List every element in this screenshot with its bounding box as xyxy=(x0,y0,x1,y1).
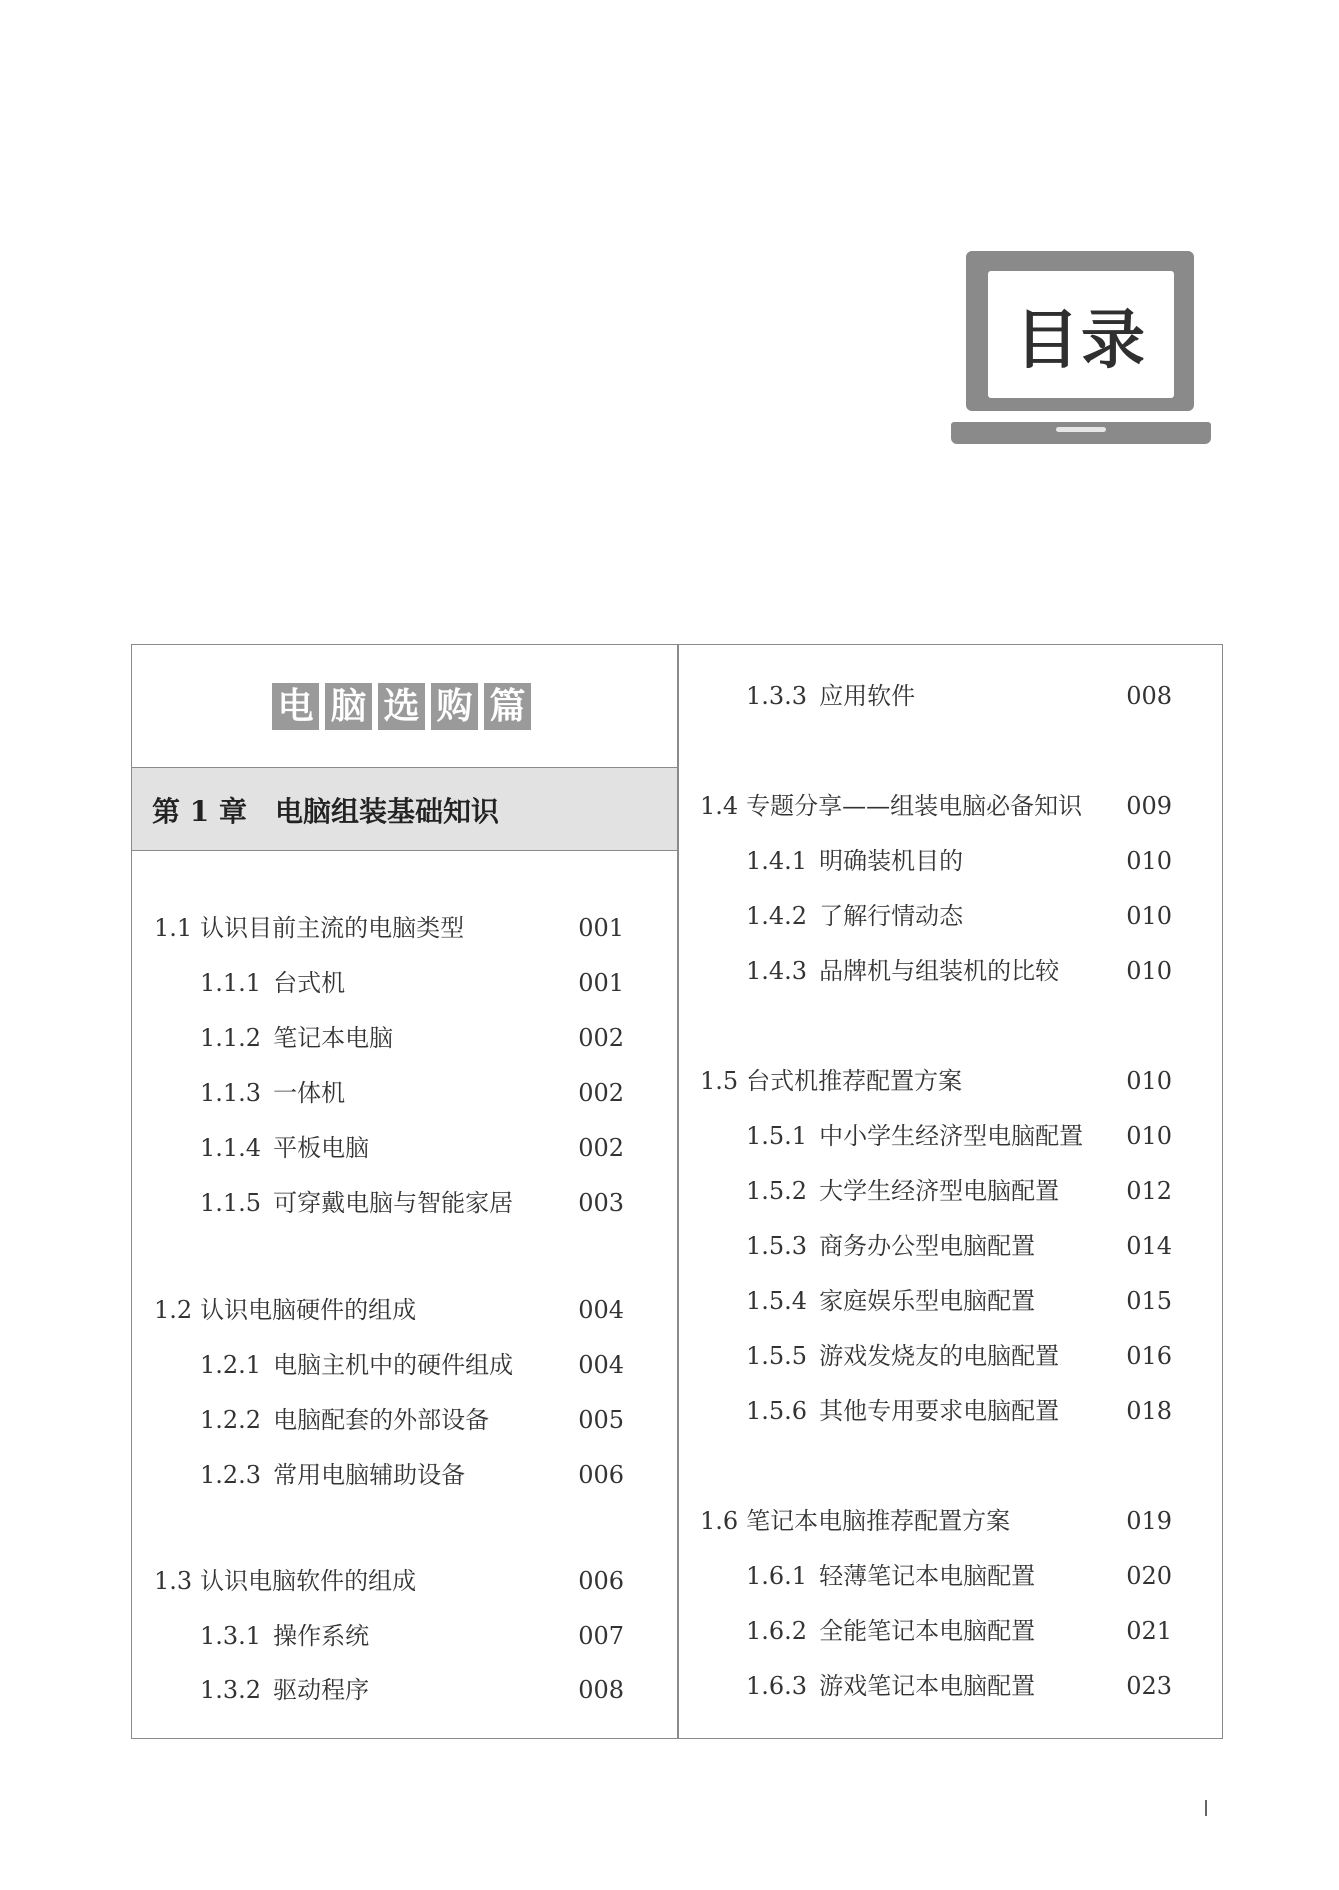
toc-subsection[interactable] xyxy=(200,1350,513,1380)
toc-entry-number: 1.6.1 xyxy=(746,1562,808,1590)
laptop-icon xyxy=(951,251,1211,446)
toc-entry-number: 1.5 xyxy=(700,1067,739,1095)
toc-subsection[interactable] xyxy=(746,1671,1035,1701)
toc-entry-number: 1.2.3 xyxy=(200,1461,262,1489)
toc-section[interactable] xyxy=(154,1566,416,1596)
toc-entry-page: 006 xyxy=(578,1567,624,1595)
toc-entry-page: 007 xyxy=(578,1622,624,1650)
toc-entry-number: 1.2.1 xyxy=(200,1351,262,1379)
page-folio-mark xyxy=(1205,1800,1207,1816)
toc-subsection[interactable] xyxy=(746,1176,1059,1206)
chapter-heading xyxy=(132,767,677,851)
chapter-title: 第 1 章 电脑组装基础知识 xyxy=(152,795,499,828)
toc-entry-page: 014 xyxy=(1126,1232,1172,1260)
toc-section[interactable] xyxy=(700,1506,1010,1536)
toc-entry-title: 操作系统 xyxy=(273,1622,370,1650)
toc-subsection[interactable] xyxy=(746,681,915,711)
toc-entry-title: 轻薄笔记本电脑配置 xyxy=(819,1562,1036,1590)
toc-subsection[interactable] xyxy=(200,1133,369,1163)
toc-entry-number: 1.5.3 xyxy=(746,1232,808,1260)
toc-entry-title: 平板电脑 xyxy=(273,1134,370,1162)
toc-entry-number: 1.1.1 xyxy=(200,969,262,997)
toc-entry-number: 1.4.1 xyxy=(746,847,808,875)
toc-entry-page: 001 xyxy=(578,914,624,942)
toc-entry-page: 003 xyxy=(578,1189,624,1217)
toc-entry-number: 1.3.1 xyxy=(200,1622,262,1650)
toc-entry-number: 1.1.4 xyxy=(200,1134,262,1162)
part-title-char: 电 xyxy=(272,683,319,730)
toc-subsection[interactable] xyxy=(200,968,345,998)
toc-entry-page: 008 xyxy=(1126,682,1172,710)
part-title-char: 篇 xyxy=(484,683,531,730)
toc-entry-page: 010 xyxy=(1126,957,1172,985)
toc-entry-page: 005 xyxy=(578,1406,624,1434)
toc-subsection[interactable] xyxy=(746,1231,1035,1261)
toc-section[interactable] xyxy=(154,913,464,943)
toc-entry-page: 010 xyxy=(1126,902,1172,930)
toc-box xyxy=(131,644,1223,1739)
toc-entry-page: 010 xyxy=(1126,847,1172,875)
toc-entry-page: 019 xyxy=(1126,1507,1172,1535)
toc-subsection[interactable] xyxy=(746,1561,1035,1591)
toc-subsection[interactable] xyxy=(200,1460,465,1490)
toc-entry-number: 1.4.3 xyxy=(746,957,808,985)
toc-entry-title: 中小学生经济型电脑配置 xyxy=(819,1122,1084,1150)
toc-entry-title: 认识目前主流的电脑类型 xyxy=(200,914,465,942)
column-divider xyxy=(677,645,679,1738)
toc-entry-number: 1.1 xyxy=(154,914,193,942)
toc-entry-page: 012 xyxy=(1126,1177,1172,1205)
toc-entry-number: 1.6.2 xyxy=(746,1617,808,1645)
toc-entry-number: 1.5.4 xyxy=(746,1287,808,1315)
toc-entry-title: 笔记本电脑 xyxy=(273,1024,394,1052)
toc-entry-page: 004 xyxy=(578,1351,624,1379)
toc-entry-title: 专题分享——组装电脑必备知识 xyxy=(746,792,1083,820)
toc-entry-number: 1.1.3 xyxy=(200,1079,262,1107)
toc-subsection[interactable] xyxy=(746,1396,1059,1426)
toc-subsection[interactable] xyxy=(200,1023,393,1053)
part-title-char: 选 xyxy=(378,683,425,730)
toc-entry-number: 1.1.5 xyxy=(200,1189,262,1217)
toc-entry-number: 1.1.2 xyxy=(200,1024,262,1052)
toc-entry-number: 1.3.3 xyxy=(746,682,808,710)
toc-entry-page: 023 xyxy=(1126,1672,1172,1700)
toc-entry-title: 常用电脑辅助设备 xyxy=(273,1461,466,1489)
toc-entry-title: 可穿戴电脑与智能家居 xyxy=(273,1189,514,1217)
toc-entry-title: 电脑主机中的硬件组成 xyxy=(273,1351,514,1379)
toc-entry-title: 商务办公型电脑配置 xyxy=(819,1232,1036,1260)
toc-entry-number: 1.5.5 xyxy=(746,1342,808,1370)
toc-entry-number: 1.3 xyxy=(154,1567,193,1595)
toc-entry-page: 002 xyxy=(578,1024,624,1052)
toc-entry-title: 认识电脑硬件的组成 xyxy=(200,1296,417,1324)
toc-subsection[interactable] xyxy=(200,1621,369,1651)
toc-subsection[interactable] xyxy=(746,901,963,931)
toc-entry-page: 006 xyxy=(578,1461,624,1489)
toc-entry-title: 台式机推荐配置方案 xyxy=(746,1067,963,1095)
part-title-char: 购 xyxy=(431,683,478,730)
toc-entry-number: 1.5.1 xyxy=(746,1122,808,1150)
toc-entry-number: 1.5.2 xyxy=(746,1177,808,1205)
toc-section[interactable] xyxy=(154,1295,416,1325)
toc-entry-number: 1.2.2 xyxy=(200,1406,262,1434)
toc-entry-title: 其他专用要求电脑配置 xyxy=(819,1397,1060,1425)
toc-entry-title: 应用软件 xyxy=(819,682,916,710)
toc-entry-page: 020 xyxy=(1126,1562,1172,1590)
toc-entry-number: 1.4 xyxy=(700,792,739,820)
toc-entry-number: 1.6 xyxy=(700,1507,739,1535)
toc-entry-number: 1.5.6 xyxy=(746,1397,808,1425)
toc-subsection[interactable] xyxy=(746,1616,1035,1646)
toc-entry-title: 台式机 xyxy=(273,969,346,997)
toc-entry-page: 001 xyxy=(578,969,624,997)
toc-entry-page: 002 xyxy=(578,1079,624,1107)
part-title-char: 脑 xyxy=(325,683,372,730)
toc-entry-number: 1.2 xyxy=(154,1296,193,1324)
toc-badge-title: 目录 xyxy=(1015,302,1147,378)
toc-subsection[interactable] xyxy=(200,1675,369,1705)
toc-entry-page: 008 xyxy=(578,1676,624,1704)
toc-entry-page: 004 xyxy=(578,1296,624,1324)
toc-subsection[interactable] xyxy=(746,1341,1059,1371)
toc-entry-page: 009 xyxy=(1126,792,1172,820)
toc-entry-page: 010 xyxy=(1126,1122,1172,1150)
toc-entry-title: 游戏笔记本电脑配置 xyxy=(819,1672,1036,1700)
toc-subsection[interactable] xyxy=(200,1188,513,1218)
toc-entry-title: 电脑配套的外部设备 xyxy=(273,1406,490,1434)
toc-entry-number: 1.6.3 xyxy=(746,1672,808,1700)
toc-entry-page: 016 xyxy=(1126,1342,1172,1370)
toc-entry-number: 1.4.2 xyxy=(746,902,808,930)
toc-subsection[interactable] xyxy=(746,1286,1035,1316)
toc-subsection[interactable] xyxy=(746,1121,1083,1151)
toc-subsection[interactable] xyxy=(200,1078,345,1108)
toc-subsection[interactable] xyxy=(200,1405,489,1435)
toc-entry-page: 021 xyxy=(1126,1617,1172,1645)
toc-entry-title: 驱动程序 xyxy=(273,1676,370,1704)
toc-entry-title: 一体机 xyxy=(273,1079,346,1107)
toc-entry-title: 品牌机与组装机的比较 xyxy=(819,957,1060,985)
laptop-base xyxy=(951,422,1211,444)
laptop-screen xyxy=(988,271,1174,398)
toc-subsection[interactable] xyxy=(746,956,1059,986)
toc-section[interactable] xyxy=(700,1066,962,1096)
toc-entry-page: 018 xyxy=(1126,1397,1172,1425)
toc-entry-title: 大学生经济型电脑配置 xyxy=(819,1177,1060,1205)
toc-subsection[interactable] xyxy=(746,846,963,876)
toc-entry-title: 游戏发烧友的电脑配置 xyxy=(819,1342,1060,1370)
toc-entry-title: 笔记本电脑推荐配置方案 xyxy=(746,1507,1011,1535)
toc-entry-title: 了解行情动态 xyxy=(819,902,964,930)
toc-entry-page: 010 xyxy=(1126,1067,1172,1095)
toc-section[interactable] xyxy=(700,791,1082,821)
part-title xyxy=(272,683,531,730)
toc-entry-title: 明确装机目的 xyxy=(819,847,964,875)
toc-entry-page: 015 xyxy=(1126,1287,1172,1315)
toc-entry-title: 家庭娱乐型电脑配置 xyxy=(819,1287,1036,1315)
toc-entry-title: 认识电脑软件的组成 xyxy=(200,1567,417,1595)
toc-entry-page: 002 xyxy=(578,1134,624,1162)
toc-entry-number: 1.3.2 xyxy=(200,1676,262,1704)
toc-entry-title: 全能笔记本电脑配置 xyxy=(819,1617,1036,1645)
laptop-notch xyxy=(1056,427,1106,432)
